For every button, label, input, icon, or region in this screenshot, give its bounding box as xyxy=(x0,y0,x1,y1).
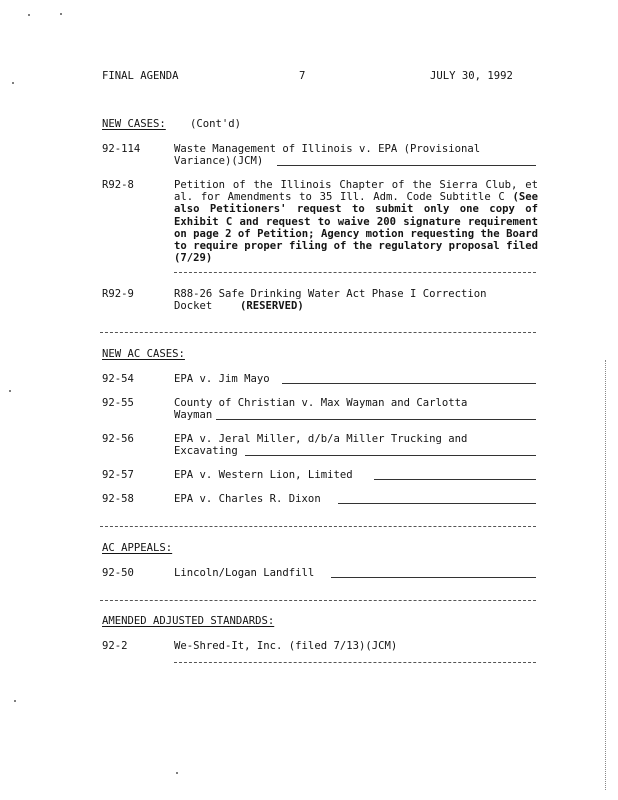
docket-number: 92-58 xyxy=(102,493,134,505)
section-heading-ac-appeals: AC APPEALS: xyxy=(102,542,173,554)
header-date: JULY 30, 1992 xyxy=(430,70,513,82)
docket-number: R92-8 xyxy=(102,179,134,191)
docket-number: 92-56 xyxy=(102,433,134,445)
docket-number: 92-55 xyxy=(102,397,134,409)
scan-speck xyxy=(28,14,30,16)
section-heading-contd: (Cont'd) xyxy=(190,118,242,130)
scan-speck xyxy=(176,772,178,774)
item-text: Lincoln/Logan Landfill xyxy=(174,567,315,579)
docket-number: 92-114 xyxy=(102,143,141,155)
fill-line xyxy=(245,455,536,456)
item-text: Docket xyxy=(174,300,213,312)
item-text: R88-26 Safe Drinking Water Act Phase I Correction xyxy=(174,288,487,300)
docket-number: 92-50 xyxy=(102,567,134,579)
fill-line xyxy=(374,479,536,480)
fill-line xyxy=(174,662,536,663)
fill-line xyxy=(174,272,536,273)
docket-number: 92-57 xyxy=(102,469,134,481)
docket-number: R92-9 xyxy=(102,288,134,300)
docket-number: 92-54 xyxy=(102,373,134,385)
scan-speck xyxy=(60,13,62,15)
scan-edge-artifact xyxy=(605,360,608,790)
header-page-number: 7 xyxy=(299,70,306,82)
item-text: Excavating xyxy=(174,445,238,457)
scan-speck xyxy=(9,390,11,392)
item-text: Variance)(JCM) xyxy=(174,155,264,167)
scan-speck xyxy=(12,82,14,84)
fill-line xyxy=(338,503,536,504)
fill-line xyxy=(282,383,536,384)
item-text: County of Christian v. Max Wayman and Carlotta xyxy=(174,397,468,409)
item-text: EPA v. Jim Mayo xyxy=(174,373,270,385)
fill-line xyxy=(331,577,536,578)
item-text: EPA v. Western Lion, Limited xyxy=(174,469,353,481)
item-text: Wayman xyxy=(174,409,213,421)
docket-number: 92-2 xyxy=(102,640,128,652)
header-title: FINAL AGENDA xyxy=(102,70,179,82)
section-divider xyxy=(100,600,536,601)
item-text-note: (See also Petitioners' request to submit only one copy of Exhibit C and request to waive 200 signature requirement on page 2 of Petition; Agency motion requesting the Board to require proper filing of the regulatory proposal filed (7/29) xyxy=(174,191,538,265)
fill-line xyxy=(277,165,536,166)
item-text: We-Shred-It, Inc. (filed 7/13)(JCM) xyxy=(174,640,398,652)
section-divider xyxy=(100,332,536,333)
section-heading-new-ac-cases: NEW AC CASES: xyxy=(102,348,185,360)
reserved-label: (RESERVED) xyxy=(240,300,304,312)
scan-speck xyxy=(14,700,16,702)
item-text: Waste Management of Illinois v. EPA (Provisional xyxy=(174,143,481,155)
item-text-main: Petition of the Illinois Chapter of the Sierra Club, et al. for Amendments to 35 Ill. Adm. Code Subtitle C xyxy=(174,179,538,204)
item-text: EPA v. Charles R. Dixon xyxy=(174,493,321,505)
item-text xyxy=(174,179,538,264)
section-divider xyxy=(100,526,536,527)
section-heading-amended-adjusted-standards: AMENDED ADJUSTED STANDARDS: xyxy=(102,615,275,627)
fill-line xyxy=(216,419,536,420)
item-text: EPA v. Jeral Miller, d/b/a Miller Trucking and xyxy=(174,433,468,445)
section-heading-new-cases: NEW CASES: xyxy=(102,118,166,130)
